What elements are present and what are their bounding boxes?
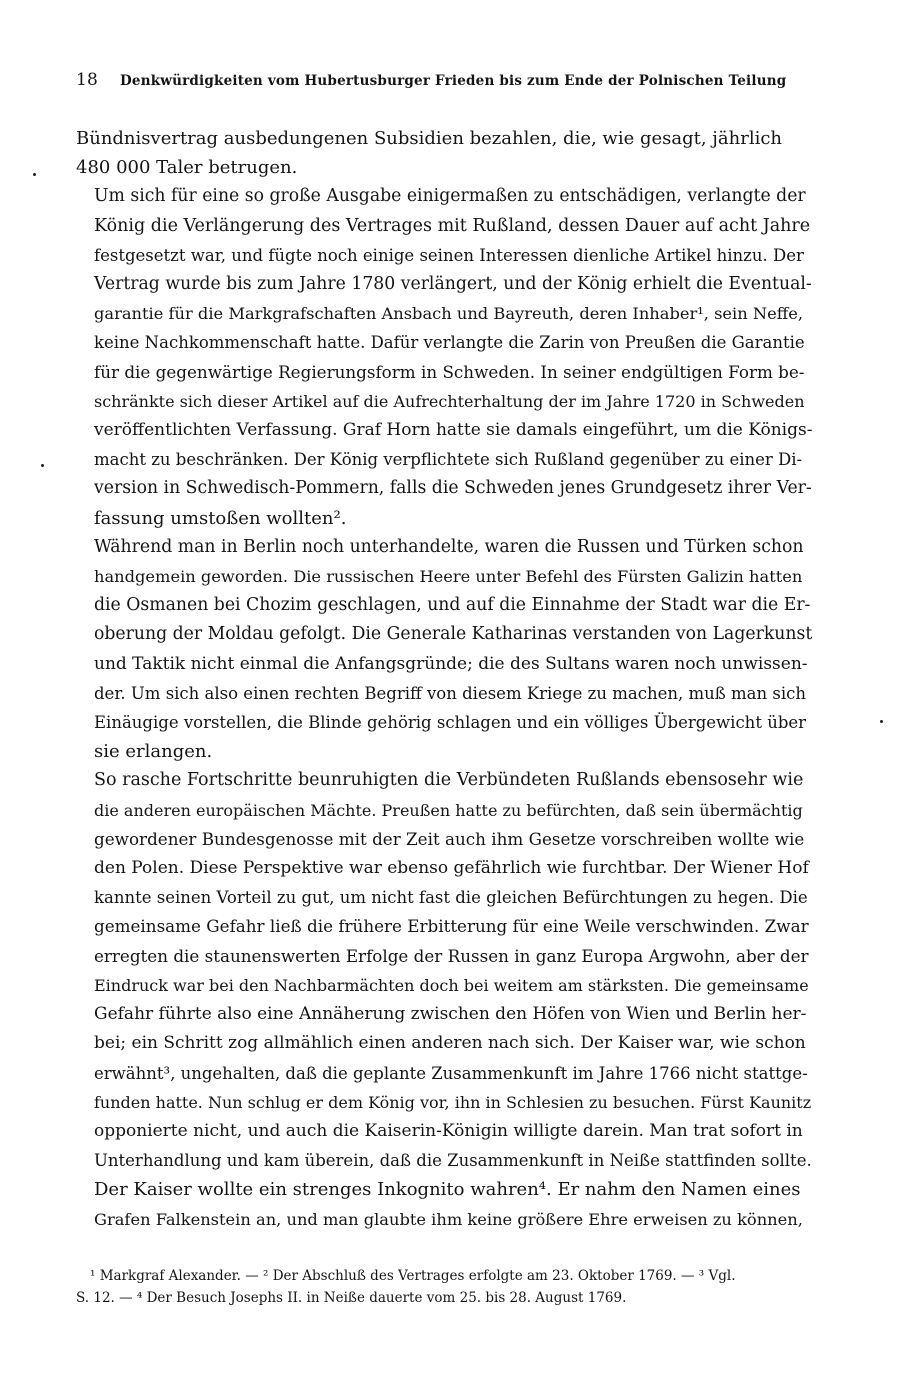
text-line: Während man in Berlin noch unterhandelte, waren die Russen und Türken schon <box>94 536 804 557</box>
text-line: garantie für die Markgrafschaften Ansbach und Bayreuth, deren Inhaber¹, sein Neffe, <box>94 304 804 324</box>
text-line: Grafen Falkenstein an, und man glaubte ihm keine größere Ehre erweisen zu können, <box>94 1209 803 1229</box>
text-line: Der Kaiser wollte ein strenges Inkognito wahren⁴. Er nahm den Namen eines <box>94 1179 801 1201</box>
page-number: 18 <box>76 70 99 90</box>
text-line: der. Um sich also einen rechten Begriff von diesem Kriege zu machen, muß man sich <box>94 683 806 703</box>
text-line: gemeinsame Gefahr ließ die frühere Erbitterung für eine Weile verschwinden. Zwar <box>94 916 809 937</box>
text-line: den Polen. Diese Perspektive war ebenso gefährlich wie furchtbar. Der Wiener Hof <box>94 858 809 879</box>
paragraph <box>76 1175 812 1233</box>
text-line: Eindruck war bei den Nachbarmächten doch bei weitem am stärksten. Die gemeinsame <box>94 975 809 995</box>
text-line: bei; ein Schritt zog allmählich einen anderen nach sich. Der Kaiser war, wie schon <box>94 1033 806 1054</box>
running-header <box>76 70 812 90</box>
footnotes <box>76 1265 812 1309</box>
text-line: gewordener Bundesgenosse mit der Zeit auch ihm Gesetze vorschreiben wollte wie <box>94 828 805 849</box>
stray-dot <box>880 720 883 723</box>
text-line: version in Schwedisch-Pommern, falls die Schweden jenes Grundgesetz ihrer Ver- <box>94 478 812 499</box>
paragraph <box>76 182 812 532</box>
text-line: Vertrag wurde bis zum Jahre 1780 verlängert, und der König erhielt die Eventual- <box>94 274 812 295</box>
text-line: kannte seinen Vorteil zu gut, um nicht fast die gleichen Befürchtungen zu hegen. Die <box>94 888 808 908</box>
text-line: keine Nachkommenschaft hatte. Dafür verlangte die Zarin von Preußen die Garantie <box>94 333 805 353</box>
text-line: König die Verlängerung des Vertrages mit Rußland, dessen Dauer auf acht Jahre <box>94 215 811 236</box>
text-line: veröffentlichten Verfassung. Graf Horn hatte sie damals eingeführt, um die Königs- <box>94 420 813 441</box>
footnote-line: ¹ Markgraf Alexander. — ² Der Abschluß des Vertrages erfolgte am 23. Oktober 1769. — ³ Vgl. <box>90 1268 736 1284</box>
text-line: fassung umstoßen wollten². <box>94 507 347 529</box>
stray-dot <box>41 464 44 467</box>
text-line: erwähnt³, ungehalten, daß die geplante Zusammenkunft im Jahre 1766 nicht stattge- <box>94 1063 808 1083</box>
text-line: erregten die staunenswerten Erfolge der Russen in ganz Europa Argwohn, aber der <box>94 945 809 966</box>
text-line: und Taktik nicht einmal die Anfangsgründe; die des Sultans waren noch unwissen- <box>94 653 808 674</box>
text-line: Gefahr führte also eine Annäherung zwischen den Höfen von Wien und Berlin her- <box>94 1004 807 1025</box>
text-line: handgemein geworden. Die russischen Heere unter Befehl des Fürsten Galizin hatten <box>94 567 803 587</box>
text-line: die Osmanen bei Chozim geschlagen, und auf die Einnahme der Stadt war die Er- <box>94 595 811 616</box>
text-line: opponierte nicht, und auch die Kaiserin-Königin willigte darein. Man trat sofort in <box>94 1120 803 1141</box>
footnote-line: S. 12. — ⁴ Der Besuch Josephs II. in Neiße dauerte vom 25. bis 28. August 1769. <box>76 1290 627 1306</box>
body-text <box>76 124 812 1234</box>
paragraph <box>76 533 812 767</box>
text-line: die anderen europäischen Mächte. Preußen hatte zu befürchten, daß sein übermächtig <box>94 800 803 820</box>
text-line: 480 000 Taler betrugen. <box>76 157 298 179</box>
text-line: schränkte sich dieser Artikel auf die Aufrechterhaltung der im Jahre 1720 in Schweden <box>94 391 805 411</box>
paragraph <box>76 766 812 1175</box>
running-title: Denkwürdigkeiten vom Hubertusburger Frieden bis zum Ende der Polnischen Teilung <box>120 73 787 89</box>
text-line: Unterhandlung und kam überein, daß die Zusammenkunft in Neiße stattfinden sollte. <box>94 1151 812 1171</box>
text-line: für die gegenwärtige Regierungsform in Schweden. In seiner endgültigen Form be- <box>94 361 805 382</box>
text-line: Einäugige vorstellen, die Blinde gehörig schlagen und ein völliges Übergewicht über <box>94 713 807 733</box>
text-line: festgesetzt war, und fügte noch einige seinen Interessen dienliche Artikel hinzu. Der <box>94 245 804 265</box>
stray-dot <box>33 173 36 176</box>
text-line: macht zu beschränken. Der König verpflichtete sich Rußland gegenüber zu einer Di- <box>94 450 803 470</box>
text-line: So rasche Fortschritte beunruhigten die Verbündeten Rußlands ebensosehr wie <box>94 770 804 791</box>
text-line: Bündnisvertrag ausbedungenen Subsidien bezahlen, die, wie gesagt, jährlich <box>76 128 783 149</box>
paragraph <box>76 124 812 182</box>
text-line: funden hatte. Nun schlug er dem König vor, ihn in Schlesien zu besuchen. Fürst Kaunitz <box>94 1092 812 1112</box>
text-line: oberung der Moldau gefolgt. Die Generale Katharinas verstanden von Lagerkunst <box>94 624 813 645</box>
text-line: Um sich für eine so große Ausgabe einigermaßen zu entschädigen, verlangte der <box>94 186 806 207</box>
text-line: sie erlangen. <box>94 741 213 763</box>
